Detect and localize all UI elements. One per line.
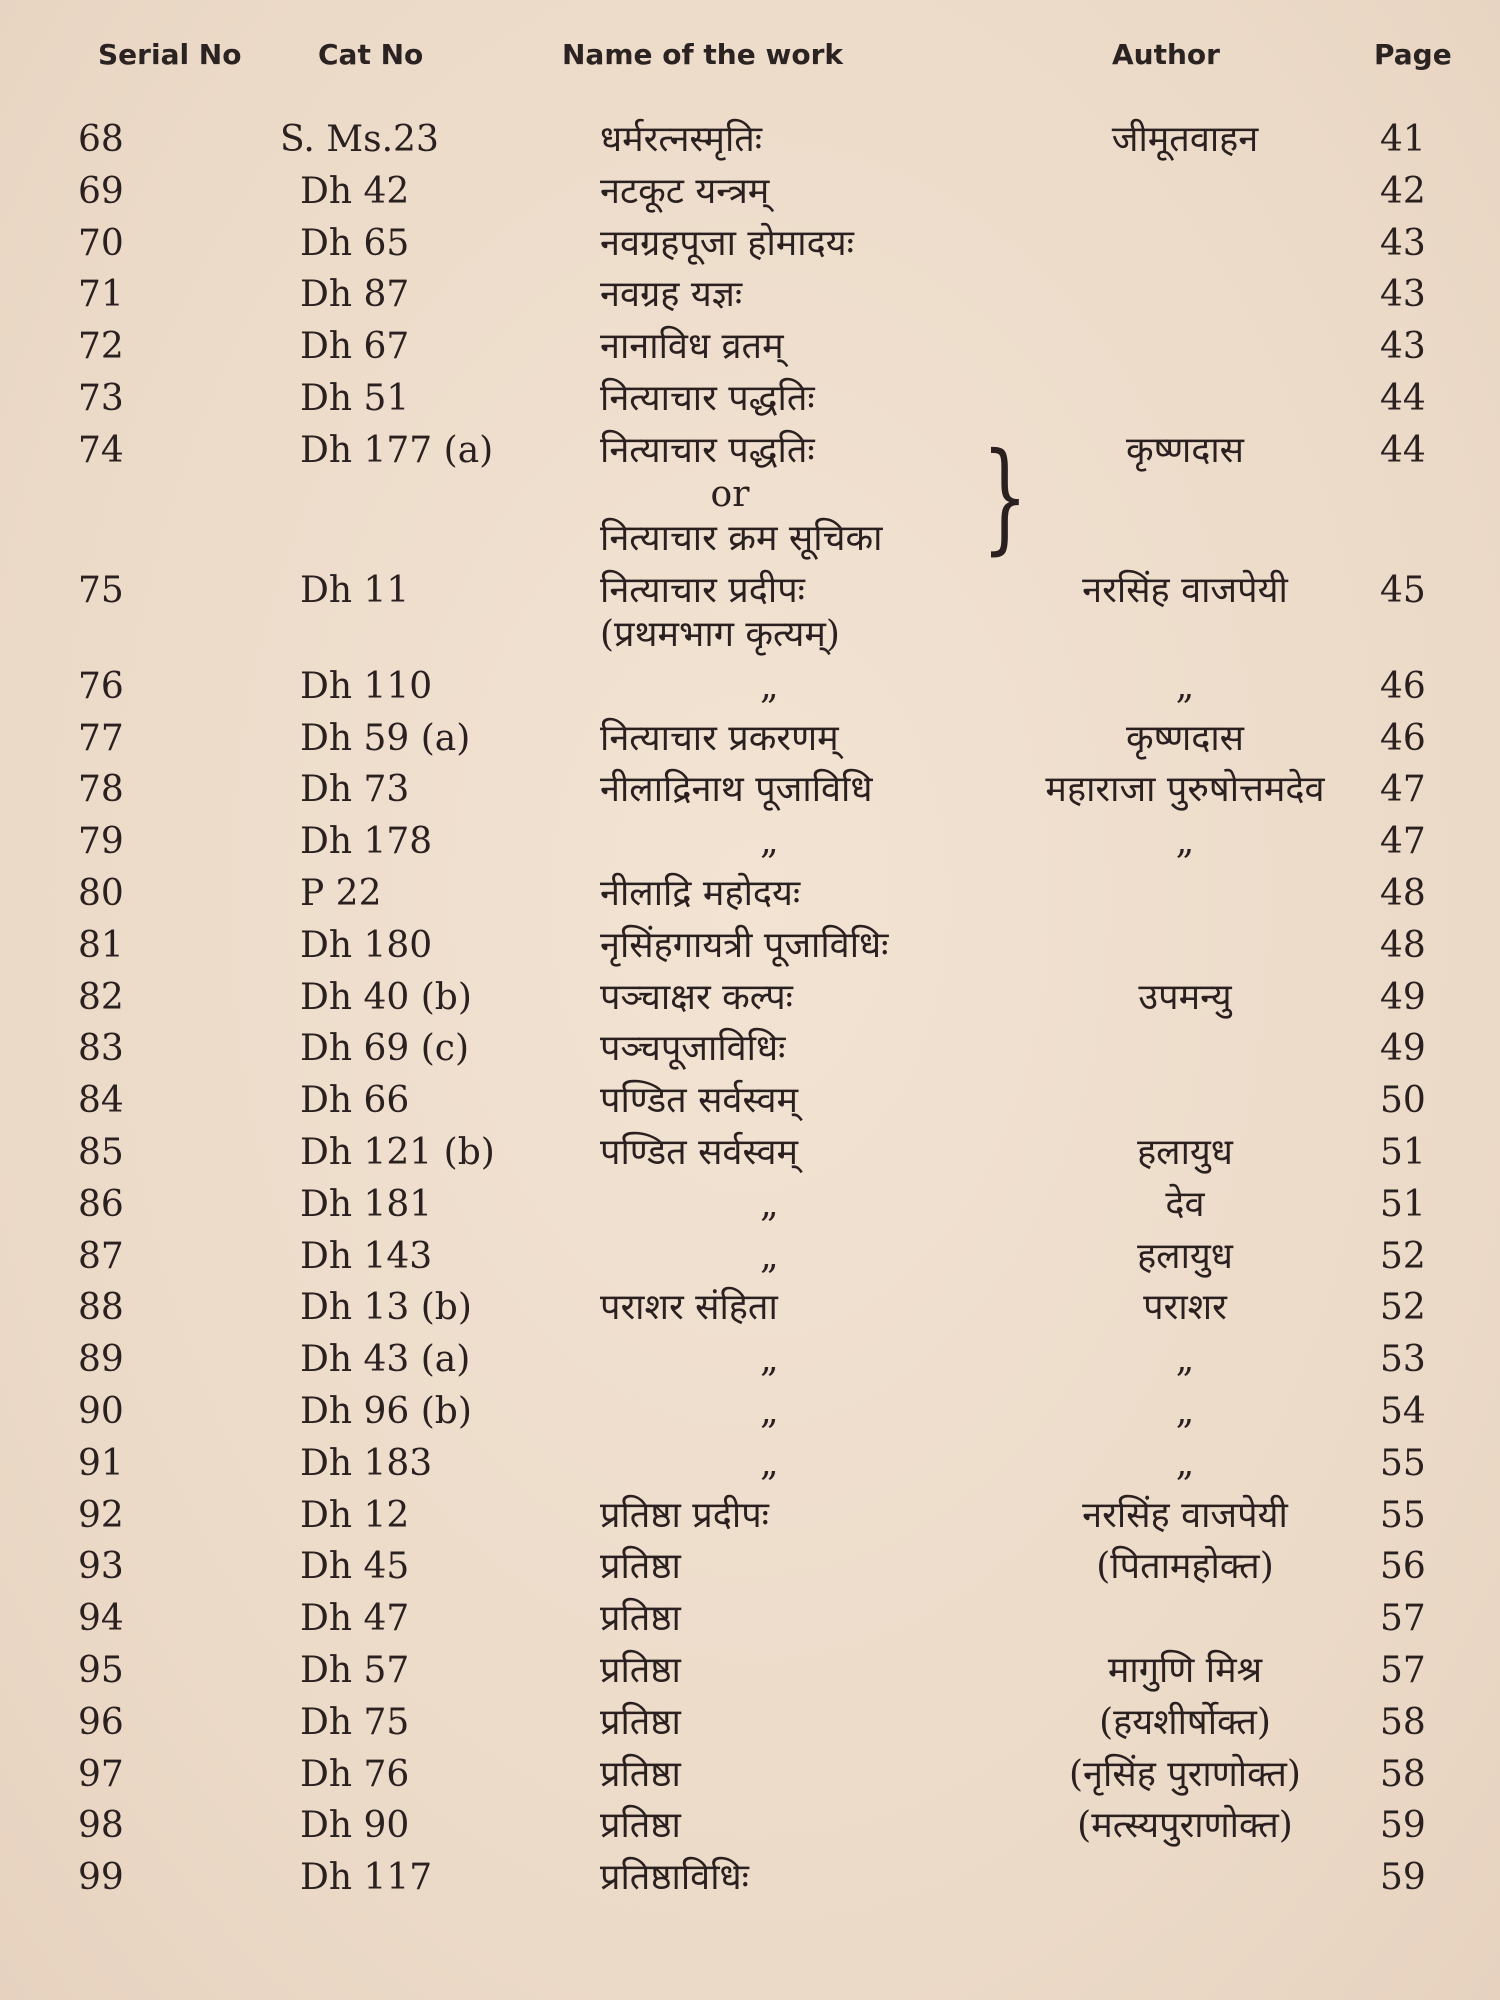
- page-no: 42: [1380, 170, 1426, 212]
- table-row: [0, 429, 1500, 569]
- table-header: [0, 38, 1500, 88]
- serial-no: 91: [78, 1442, 124, 1484]
- table-row: [0, 1183, 1500, 1235]
- table-row: [0, 1286, 1500, 1338]
- page-no: 51: [1380, 1131, 1426, 1173]
- table-row: [0, 1649, 1500, 1701]
- work-name: प्रतिष्ठा: [600, 1649, 681, 1691]
- work-name: नीलाद्रि महोदयः: [600, 872, 801, 914]
- work-name: „: [760, 1339, 779, 1381]
- serial-no: 69: [78, 170, 124, 212]
- page-no: 46: [1380, 665, 1426, 707]
- cat-no: Dh 121 (b): [300, 1131, 495, 1173]
- table-row: [0, 1442, 1500, 1494]
- serial-no: 74: [78, 429, 124, 471]
- serial-no: 79: [78, 821, 124, 863]
- cat-no: Dh 47: [300, 1598, 410, 1640]
- work-name: „: [760, 1442, 779, 1484]
- page-no: 57: [1380, 1649, 1426, 1691]
- cat-no: P 22: [300, 872, 382, 914]
- cat-no: Dh 12: [300, 1494, 410, 1536]
- serial-no: 73: [78, 377, 124, 419]
- cat-no: Dh 75: [300, 1701, 410, 1743]
- work-name: „: [760, 665, 779, 707]
- table-row: [0, 569, 1500, 665]
- work-name: पञ्चपूजाविधिः: [600, 1028, 786, 1070]
- page-no: 58: [1380, 1753, 1426, 1795]
- serial-no: 82: [78, 976, 124, 1018]
- work-name: नानाविध व्रतम्: [600, 326, 784, 368]
- table-row: [0, 872, 1500, 924]
- work-name: पण्डित सर्वस्वम्: [600, 1080, 798, 1122]
- author: देव: [1165, 1183, 1205, 1225]
- table-row: [0, 1804, 1500, 1856]
- cat-no: Dh 13 (b): [300, 1287, 472, 1329]
- serial-no: 78: [78, 769, 124, 811]
- serial-no: 97: [78, 1753, 124, 1795]
- page-no: 43: [1380, 222, 1426, 264]
- page-no: 52: [1380, 1287, 1426, 1329]
- work-name: प्रतिष्ठा: [600, 1805, 681, 1847]
- serial-no: 83: [78, 1028, 124, 1070]
- page-no: 53: [1380, 1339, 1426, 1381]
- cat-no: Dh 59 (a): [300, 717, 471, 759]
- work-name-or: or: [710, 473, 750, 515]
- serial-no: 89: [78, 1339, 124, 1381]
- cat-no: Dh 117: [300, 1857, 433, 1899]
- cat-no: Dh 177 (a): [300, 429, 494, 471]
- catalogue-table: [0, 118, 1500, 1908]
- page-no: 43: [1380, 274, 1426, 316]
- author: कृष्णदास: [1125, 717, 1245, 759]
- cat-no: Dh 183: [300, 1442, 433, 1484]
- work-name: नीलाद्रिनाथ पूजाविधि: [600, 769, 873, 811]
- serial-no: 87: [78, 1235, 124, 1277]
- table-row: [0, 1235, 1500, 1287]
- serial-no: 77: [78, 717, 124, 759]
- serial-no: 94: [78, 1598, 124, 1640]
- author: „: [1175, 1339, 1195, 1381]
- page-no: 55: [1380, 1442, 1426, 1484]
- brace-symbol: }: [982, 427, 1028, 567]
- cat-no: Dh 67: [300, 326, 410, 368]
- table-row: [0, 222, 1500, 274]
- work-name: प्रतिष्ठा: [600, 1546, 681, 1588]
- work-name: प्रतिष्ठा: [600, 1598, 681, 1640]
- table-row: [0, 717, 1500, 769]
- work-name: „: [760, 821, 779, 863]
- author: „: [1175, 821, 1195, 863]
- table-row: [0, 1597, 1500, 1649]
- work-name: नित्याचार पद्धतिः: [600, 429, 815, 471]
- work-name: नित्याचार प्रकरणम्: [600, 717, 839, 759]
- table-row: [0, 118, 1500, 170]
- cat-no: Dh 180: [300, 924, 433, 966]
- cat-no: S. Ms.23: [280, 119, 439, 160]
- serial-no: 93: [78, 1546, 124, 1588]
- table-row: [0, 665, 1500, 717]
- page-no: 54: [1380, 1390, 1426, 1432]
- cat-no: Dh 69 (c): [300, 1028, 469, 1070]
- cat-no: Dh 66: [300, 1080, 410, 1122]
- serial-no: 80: [78, 872, 124, 914]
- table-row: [0, 273, 1500, 325]
- header-serial-no: Serial No: [98, 38, 242, 71]
- page-no: 51: [1380, 1183, 1426, 1225]
- work-name: पञ्चाक्षर कल्पः: [600, 976, 793, 1018]
- page-no: 41: [1380, 119, 1426, 160]
- work-name: पण्डित सर्वस्वम्: [600, 1131, 798, 1173]
- header-page: Page: [1374, 38, 1452, 71]
- table-row: [0, 1079, 1500, 1131]
- page-no: 44: [1380, 429, 1426, 471]
- author: „: [1175, 1442, 1195, 1484]
- work-name: प्रतिष्ठाविधिः: [600, 1857, 749, 1899]
- serial-no: 86: [78, 1183, 124, 1225]
- cat-no: Dh 96 (b): [300, 1390, 472, 1432]
- work-name: नित्याचार प्रदीपः: [600, 569, 805, 611]
- table-row: [0, 768, 1500, 820]
- table-row: [0, 1856, 1500, 1908]
- cat-no: Dh 43 (a): [300, 1339, 471, 1381]
- table-row: [0, 1753, 1500, 1805]
- work-name-alternate: नित्याचार क्रम सूचिका: [600, 517, 883, 559]
- table-row: [0, 924, 1500, 976]
- serial-no: 81: [78, 924, 124, 966]
- cat-no: Dh 90: [300, 1805, 410, 1847]
- work-name: „: [760, 1183, 779, 1225]
- serial-no: 72: [78, 326, 124, 368]
- work-name-group: [600, 569, 1020, 657]
- serial-no: 75: [78, 569, 124, 611]
- table-row: [0, 1390, 1500, 1442]
- work-name-group: [600, 429, 1020, 561]
- serial-no: 98: [78, 1805, 124, 1847]
- serial-no: 90: [78, 1390, 124, 1432]
- serial-no: 70: [78, 222, 124, 264]
- serial-no: 68: [78, 119, 124, 160]
- cat-no: Dh 45: [300, 1546, 410, 1588]
- header-author: Author: [1112, 38, 1220, 71]
- work-name: „: [760, 1235, 779, 1277]
- header-cat-no: Cat No: [318, 38, 424, 71]
- page-no: 55: [1380, 1494, 1426, 1536]
- work-name-subtitle: (प्रथमभाग कृत्यम्): [600, 613, 840, 655]
- serial-no: 71: [78, 274, 124, 316]
- table-row: [0, 377, 1500, 429]
- page-no: 59: [1380, 1805, 1426, 1847]
- serial-no: 99: [78, 1857, 124, 1899]
- cat-no: Dh 143: [300, 1235, 433, 1277]
- author: हलायुध: [1137, 1131, 1233, 1173]
- page-no: 45: [1380, 569, 1426, 611]
- serial-no: 76: [78, 665, 124, 707]
- serial-no: 88: [78, 1287, 124, 1329]
- work-name: नित्याचार पद्धतिः: [600, 377, 815, 419]
- page-no: 48: [1380, 924, 1426, 966]
- table-row: [0, 820, 1500, 872]
- cat-no: Dh 110: [300, 665, 433, 707]
- table-row: [0, 170, 1500, 222]
- work-name: प्रतिष्ठा: [600, 1701, 681, 1743]
- work-name: नटकूट यन्त्रम्: [600, 170, 770, 212]
- table-row: [0, 325, 1500, 377]
- page-no: 56: [1380, 1546, 1426, 1588]
- author: हलायुध: [1137, 1235, 1233, 1277]
- cat-no: Dh 73: [300, 769, 410, 811]
- serial-no: 92: [78, 1494, 124, 1536]
- author: नरसिंह वाजपेयी: [1082, 569, 1288, 611]
- work-name: धर्मरत्नस्मृतिः: [600, 119, 763, 160]
- page-no: 48: [1380, 872, 1426, 914]
- author: नरसिंह वाजपेयी: [1082, 1494, 1288, 1536]
- author: „: [1175, 665, 1195, 707]
- cat-no: Dh 42: [300, 170, 410, 212]
- author: जीमूतवाहन: [1111, 119, 1259, 160]
- cat-no: Dh 76: [300, 1753, 410, 1795]
- work-name: „: [760, 1390, 779, 1432]
- table-row: [0, 1701, 1500, 1753]
- work-name: प्रतिष्ठा प्रदीपः: [600, 1494, 769, 1536]
- cat-no: Dh 181: [300, 1183, 433, 1225]
- cat-no: Dh 65: [300, 222, 410, 264]
- page-no: 50: [1380, 1080, 1426, 1122]
- cat-no: Dh 178: [300, 821, 433, 863]
- author: „: [1175, 1390, 1195, 1432]
- author: उपमन्यु: [1138, 976, 1232, 1018]
- work-name: प्रतिष्ठा: [600, 1753, 681, 1795]
- table-row: [0, 1545, 1500, 1597]
- page-no: 52: [1380, 1235, 1426, 1277]
- table-row: [0, 1494, 1500, 1546]
- table-row: [0, 1131, 1500, 1183]
- page-no: 47: [1380, 769, 1426, 811]
- author: (नृसिंह पुराणोक्त): [1069, 1753, 1301, 1795]
- page-no: 58: [1380, 1701, 1426, 1743]
- author: महाराजा पुरुषोत्तमदेव: [1045, 769, 1325, 811]
- serial-no: 84: [78, 1080, 124, 1122]
- author: (पितामहोक्त): [1096, 1546, 1274, 1588]
- cat-no: Dh 11: [300, 569, 410, 611]
- cat-no: Dh 57: [300, 1649, 410, 1691]
- table-row: [0, 1027, 1500, 1079]
- page-no: 46: [1380, 717, 1426, 759]
- author: (मत्स्यपुराणोक्त): [1077, 1805, 1293, 1847]
- page-no: 57: [1380, 1598, 1426, 1640]
- page-no: 47: [1380, 821, 1426, 863]
- serial-no: 96: [78, 1701, 124, 1743]
- serial-no: 85: [78, 1131, 124, 1173]
- work-name: पराशर संहिता: [600, 1287, 778, 1329]
- page-no: 49: [1380, 1028, 1426, 1070]
- table-row: [0, 976, 1500, 1028]
- author: कृष्णदास: [1125, 429, 1245, 471]
- author: मागुणि मिश्र: [1107, 1649, 1263, 1691]
- page-no: 59: [1380, 1857, 1426, 1899]
- page-no: 44: [1380, 377, 1426, 419]
- author: पराशर: [1143, 1287, 1227, 1329]
- work-name: नृसिंहगायत्री पूजाविधिः: [600, 924, 889, 966]
- table-row: [0, 1338, 1500, 1390]
- work-name: नवग्रहपूजा होमादयः: [600, 222, 854, 264]
- work-name: नवग्रह यज्ञः: [600, 274, 743, 316]
- cat-no: Dh 51: [300, 377, 410, 419]
- author: (हयशीर्षोक्त): [1099, 1701, 1271, 1743]
- header-name-of-work: Name of the work: [562, 38, 843, 71]
- cat-no: Dh 40 (b): [300, 976, 472, 1018]
- page-no: 49: [1380, 976, 1426, 1018]
- cat-no: Dh 87: [300, 274, 410, 316]
- page-no: 43: [1380, 326, 1426, 368]
- serial-no: 95: [78, 1649, 124, 1691]
